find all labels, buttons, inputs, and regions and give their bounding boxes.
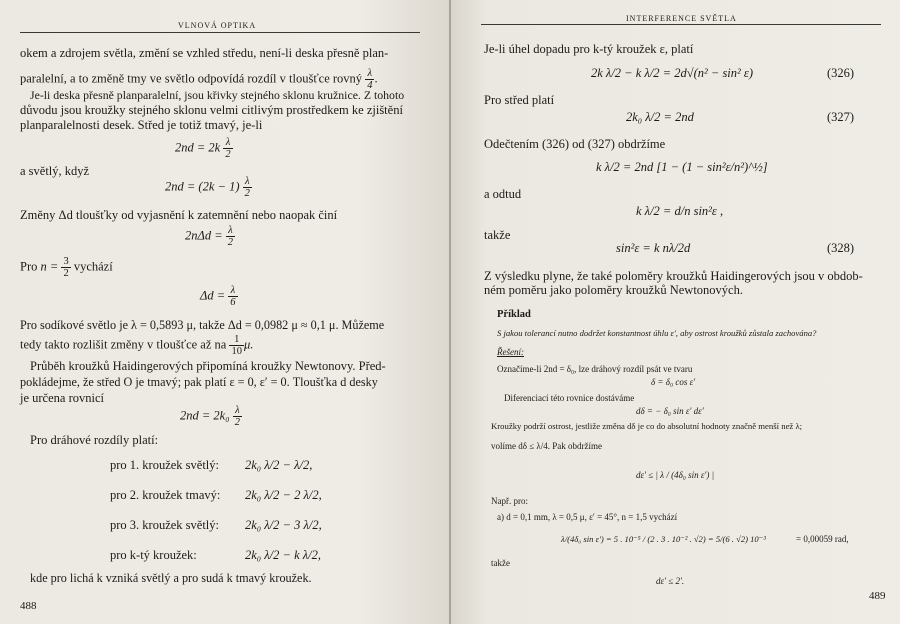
text-line: paralelní, a to změně tmy ve světlo odpovídá rozdíl v tloušťce rovný $\frac{\lambda}{4}$ . — [20, 68, 378, 92]
ring-row-expr: 2k₀ λ/2 − 3 λ/2, — [245, 518, 322, 532]
text-line: okem a zdrojem světla, změní se vzhled středu, není-li deska přesně plan- — [20, 46, 389, 60]
ring-row-expr: 2k₀ λ/2 − k λ/2, — [245, 548, 322, 562]
ring-row-label: pro 3. kroužek světlý: — [110, 518, 220, 532]
ring-row-label: pro 2. kroužek tmavý: — [110, 488, 221, 502]
example-line: Kroužky podrží ostrost, jestliže změna dδ je co do absolutní hodnoty značně menší než λ; — [491, 421, 803, 431]
header-rule — [20, 32, 420, 33]
equation: k λ/2 = 2nd [1 − (1 − sin²ε/n²)^½] — [596, 160, 768, 174]
equation: 2nd = 2k₀ $\frac{\lambda}{2}$ — [180, 405, 240, 429]
ring-row-expr: 2k₀ λ/2 − 2 λ/2, — [245, 488, 322, 502]
text-line: Pro dráhové rozdíly platí: — [30, 433, 159, 447]
text-line: Pro n = $\frac{3}{2}$ vychází — [20, 256, 113, 280]
text-line: Změny Δd tloušťky od vyjasnění k zatemnění nebo naopak činí — [20, 208, 338, 222]
example-line: Diferenciací této rovnice dostáváme — [504, 393, 635, 403]
example-line: takže — [491, 558, 510, 568]
text-line: důvodu jsou kroužky stejného sklonu velmi citlivým prostředkem ke zjištění — [20, 103, 403, 117]
text-line: Průběh kroužků Haidingerových připomíná kroužky Newtonovy. Před- — [30, 359, 386, 373]
equation-number: (326) — [827, 66, 855, 80]
ring-row-label: pro 1. kroužek světlý: — [110, 458, 220, 472]
text-line: ném poměru jako poloměry kroužků Newtonových. — [484, 283, 743, 297]
text-line: planparalelnosti desek. Střed je totiž tmavý, je-li — [20, 118, 263, 132]
text-line: pokládejme, že střed O je tmavý; pak platí ε = 0, ε′ = 0. Tloušťka d desky — [20, 375, 378, 389]
text-line: kde pro lichá k vzniká světlý a pro sudá k tmavý kroužek. — [30, 571, 312, 585]
equation-number: (328) — [827, 241, 855, 255]
equation: 2k₀ λ/2 = 2nd — [626, 110, 694, 124]
text-line: a světlý, když — [20, 164, 90, 178]
text-line: Je-li deska přesně planparalelní, jsou křivky stejného sklonu kružnice. Z tohoto — [30, 88, 405, 102]
text-line: a odtud — [484, 187, 522, 201]
example-line: volíme dδ ≤ λ/4. Pak obdržíme — [491, 441, 603, 451]
running-header: INTERFERENCE SVĚTLA — [626, 14, 737, 23]
page-number: 489 — [869, 590, 886, 602]
text-line: takže — [484, 228, 511, 242]
equation: sin²ε = k nλ/2d — [616, 241, 691, 255]
text-line: je určena rovnicí — [20, 391, 104, 405]
equation: 2k λ/2 − k λ/2 = 2d√(n² − sin² ε) — [591, 66, 753, 80]
ring-row-label: pro k-tý kroužek: — [110, 548, 197, 562]
example-formula: δ = δ₀ cos ε′ — [651, 377, 696, 387]
example-formula: dε′ ≤ | λ / (4δ₀ sin ε′) | — [636, 470, 715, 480]
example-line: a) d = 0,1 mm, λ = 0,5 μ, ε′ = 45°, n = 1,5 vychází — [497, 512, 678, 522]
example-line: Např. pro: — [491, 496, 528, 506]
running-header: VLNOVÁ OPTIKA — [178, 21, 257, 30]
header-rule — [481, 24, 881, 25]
text-line: Odečtením (326) od (327) obdržíme — [484, 137, 666, 151]
example-question: S jakou tolerancí nutno dodržet konstantnost úhlu ε′, aby ostrost kroužků zůstala zachována? — [497, 328, 817, 338]
page-number: 488 — [20, 600, 37, 612]
text-line: Pro střed platí — [484, 93, 555, 107]
example-line: = 0,00059 rad, — [796, 534, 849, 544]
ring-row-expr: 2k₀ λ/2 − λ/2, — [245, 458, 313, 472]
equation-number: (327) — [827, 110, 855, 124]
left-page — [0, 0, 449, 624]
example-line: Označíme-li 2nd = δ₀, lze dráhový rozdíl psát ve tvaru — [497, 364, 693, 374]
equation: 2nd = (2k − 1) $\frac{\lambda}{2}$ — [165, 176, 250, 200]
equation: k λ/2 = d/n sin²ε , — [636, 204, 724, 218]
equation: Δd = $\frac{\lambda}{6}$ — [200, 285, 236, 309]
text-line: Je-li úhel dopadu pro k-tý kroužek ε, platí — [484, 42, 694, 56]
equation: 2nΔd = $\frac{\lambda}{2}$ — [185, 225, 234, 249]
text-line: tedy takto rozlišit změny v tloušťce až na $\frac{1}{10}$ μ. — [20, 334, 254, 358]
example-title: Příklad — [497, 309, 531, 320]
right-page — [451, 0, 900, 624]
example-solution-label: Řešení: — [497, 347, 524, 357]
example-formula: dδ = − δ₀ sin ε′ dε′ — [636, 406, 704, 416]
example-formula: dε′ ≤ 2′. — [656, 576, 685, 586]
equation: 2nd = 2k $\frac{\lambda}{2}$ — [175, 137, 231, 161]
text-line: Z výsledku plyne, že také poloměry kroužků Haidingerových jsou v obdob- — [484, 269, 863, 283]
text-line: Pro sodíkové světlo je λ = 0,5893 μ, takže Δd = 0,0982 μ ≈ 0,1 μ. Můžeme — [20, 318, 385, 332]
example-formula: λ/(4δ₀ sin ε′) = 5 . 10⁻⁵ / (2 . 3 . 10⁻² . √2) = 5/(6 . √2) 10⁻³ — [561, 534, 766, 544]
